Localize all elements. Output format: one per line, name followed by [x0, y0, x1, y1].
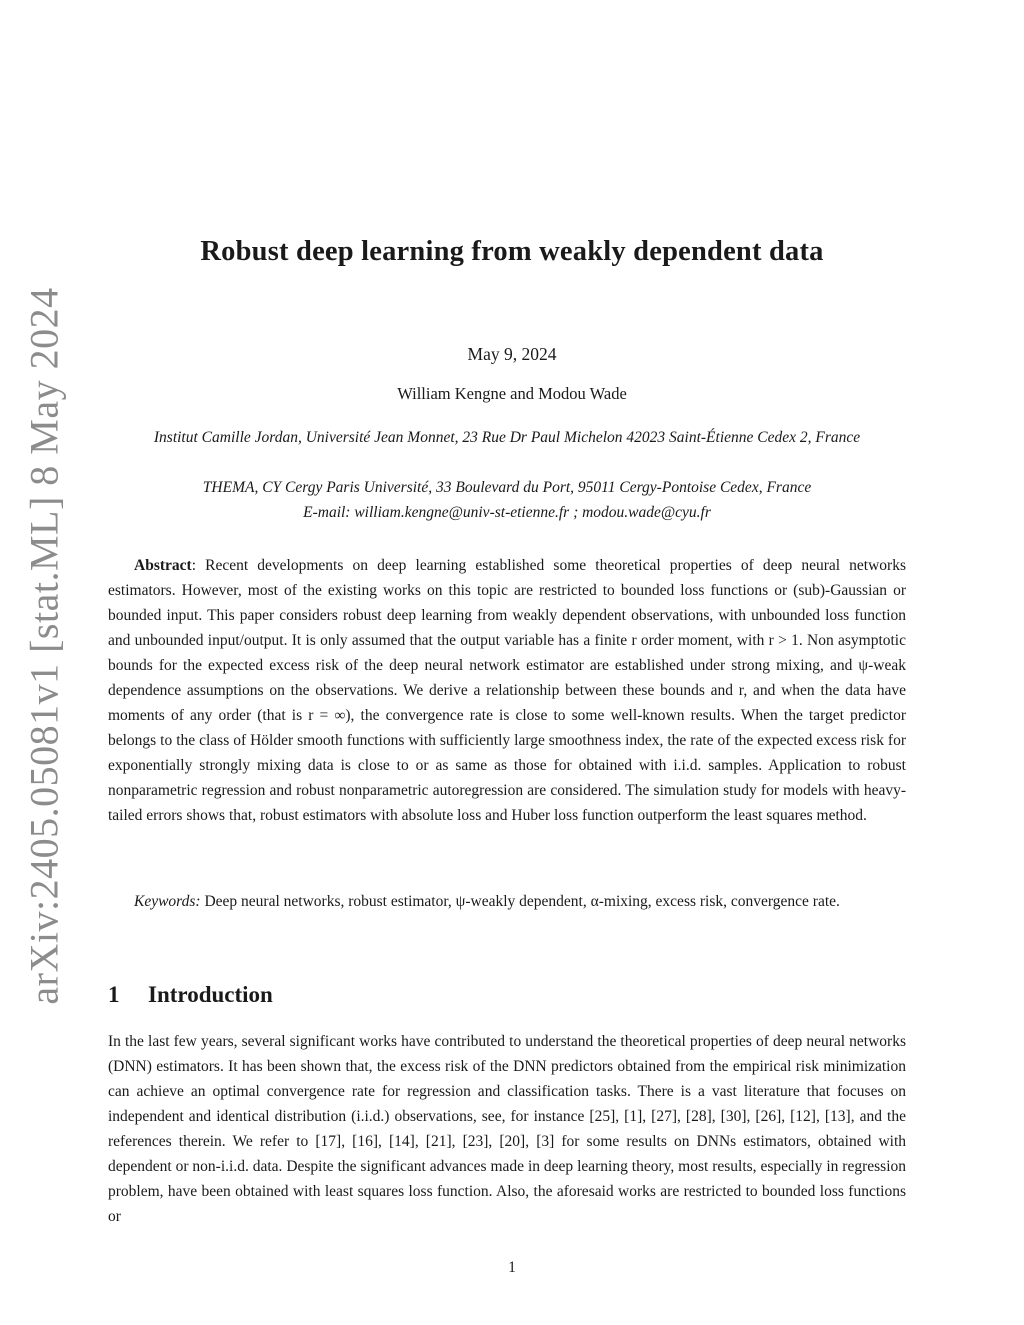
introduction-paragraph: In the last few years, several significant works have contributed to understand the theoretical properties of deep neural networks (DNN) estimators. It has been shown that, the excess risk of the DNN predictors obtained from the empirical risk minimization can achieve an optimal convergence rate for regression and classification tasks. There is a vast literature that focuses on independent and identical distribution (i.i.d.) observations, see, for instance [25], [1], [27], [28], [30], [26], [12], [13], and the references therein. We refer to [17], [16], [14], [21], [23], [20], [3] for some results on DNNs estimators, obtained with dependent or non-i.i.d. data. Despite the significant advances made in deep learning theory, most results, especially in regression problem, have been obtained with least squares loss function. Also, the aforesaid works are restricted to bounded loss functions or [108, 1033, 906, 1225]
keywords-label: Keywords: [134, 893, 201, 910]
paper-authors: William Kengne and Modou Wade [397, 384, 627, 403]
paper-title: Robust deep learning from weakly dependent data [200, 236, 824, 267]
abstract [108, 553, 906, 828]
abstract-text: : Recent developments on deep learning established some theoretical properties of deep neural networks estimators. However, most of the existing works on this topic are restricted to bounded loss functions or (sub)-Gaussian or bounded input. This paper considers robust deep learning from weakly dependent observations, with unbounded loss function and unbounded input/output. It is only assumed that the output variable has a finite r order moment, with r > 1. Non asymptotic bounds for the expected excess risk of the deep neural network estimator are established under strong mixing, and ψ-weak dependence assumptions on the observations. We derive a relationship between these bounds and r, and when the data have moments of any order (that is r = ∞), the convergence rate is close to some well-known results. When the target predictor belongs to the class of Hölder smooth functions with sufficiently large smoothness index, the rate of the expected excess risk for exponentially strongly mixing data is close to or as same as those for obtained with i.i.d. samples. Application to robust nonparametric regression and robust nonparametric autoregression are considered. The simulation study for models with heavy-tailed errors shows that, robust estimators with absolute loss and Huber loss function outperform the least squares method. [108, 557, 906, 824]
author-emails[interactable]: E-mail: william.kengne@univ-st-etienne.fr ; modou.wade@cyu.fr [303, 504, 711, 521]
keywords-text: Deep neural networks, robust estimator, ψ-weakly dependent, α-mixing, excess risk, convergence rate. [200, 893, 840, 910]
section-number: 1 [108, 982, 120, 1007]
keywords [108, 889, 906, 914]
affiliation-1: Institut Camille Jordan, Université Jean Monnet, 23 Rue Dr Paul Michelon 42023 Saint-Étienne Cedex 2, France [153, 429, 861, 446]
section-title: Introduction [148, 982, 273, 1007]
paper-date: May 9, 2024 [467, 344, 557, 364]
affiliation-2: THEMA, CY Cergy Paris Université, 33 Boulevard du Port, 95011 Cergy-Pontoise Cedex, France [202, 479, 812, 496]
abstract-label: Abstract [134, 557, 192, 574]
section-heading-introduction [108, 982, 273, 1008]
page-number: 1 [508, 1259, 516, 1276]
arxiv-identifier[interactable]: arXiv:2405.05081v1 [stat.ML] 8 May 2024 [21, 287, 67, 1005]
